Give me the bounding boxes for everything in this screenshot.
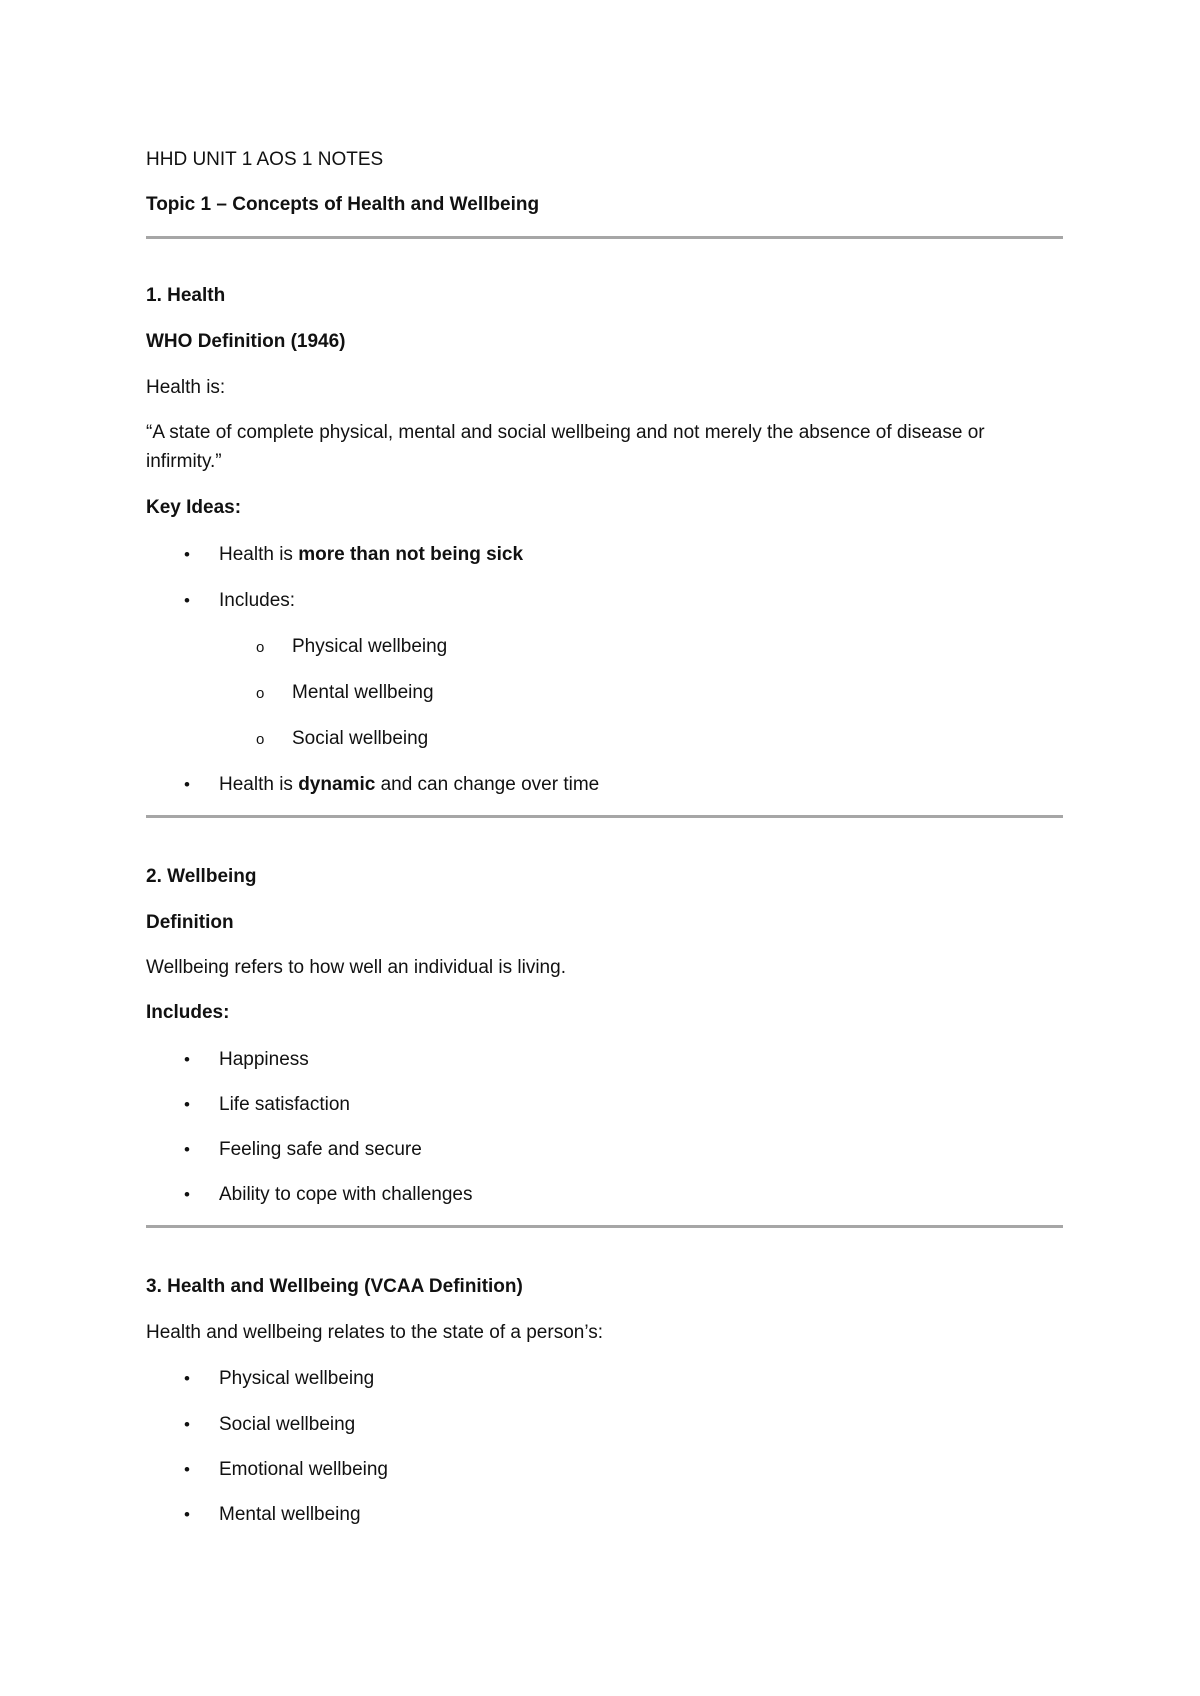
- bullet-icon: •: [184, 1415, 190, 1434]
- includes-label: Includes:: [146, 1002, 230, 1023]
- bullet-icon: •: [184, 775, 190, 794]
- sub-item-social: Social wellbeing: [292, 728, 429, 749]
- wellbeing-item: Life satisfaction: [219, 1094, 350, 1115]
- section-3-heading: 3. Health and Wellbeing (VCAA Definition): [146, 1276, 523, 1297]
- vcaa-item: Mental wellbeing: [219, 1504, 361, 1525]
- key-idea-3-text-end: and can change over time: [375, 774, 600, 795]
- bullet-icon: •: [184, 1095, 190, 1114]
- section-divider: [146, 236, 1063, 239]
- section-divider: [146, 1225, 1063, 1228]
- who-definition-heading: WHO Definition (1946): [146, 331, 346, 352]
- section-2-heading: 2. Wellbeing: [146, 866, 257, 887]
- key-idea-3-text: Health is: [219, 774, 299, 795]
- sub-item-mental: Mental wellbeing: [292, 682, 434, 703]
- key-ideas-label: Key Ideas:: [146, 497, 242, 518]
- document-title: HHD UNIT 1 AOS 1 NOTES: [146, 149, 384, 170]
- topic-title: Topic 1 – Concepts of Health and Wellbeing: [146, 194, 540, 215]
- who-quote-line-1: “A state of complete physical, mental and social wellbeing and not merely the absence of disease or: [146, 422, 985, 443]
- wellbeing-item: Feeling safe and secure: [219, 1139, 422, 1160]
- key-idea-2: Includes:: [219, 590, 296, 611]
- section-divider: [146, 815, 1063, 818]
- wellbeing-definition-text: Wellbeing refers to how well an individual is living.: [146, 957, 566, 978]
- bullet-icon: •: [184, 1185, 190, 1204]
- sub-bullet-icon: o: [256, 639, 265, 656]
- bullet-icon: •: [184, 1050, 190, 1069]
- sub-item-physical: Physical wellbeing: [292, 636, 448, 657]
- bullet-icon: •: [184, 545, 190, 564]
- key-idea-1-emphasis: more than not being sick: [298, 544, 524, 565]
- key-idea-3: [219, 773, 599, 797]
- key-idea-1: [219, 543, 523, 567]
- bullet-icon: •: [184, 1369, 190, 1388]
- bullet-icon: •: [184, 1140, 190, 1159]
- bullet-icon: •: [184, 1505, 190, 1524]
- bullet-icon: •: [184, 1460, 190, 1479]
- sub-bullet-icon: o: [256, 731, 265, 748]
- sub-bullet-icon: o: [256, 685, 265, 702]
- vcaa-item: Emotional wellbeing: [219, 1459, 388, 1480]
- section-1-heading: 1. Health: [146, 285, 226, 306]
- wellbeing-item: Ability to cope with challenges: [219, 1184, 473, 1205]
- key-idea-3-emphasis: dynamic: [298, 774, 376, 795]
- vcaa-item: Physical wellbeing: [219, 1368, 375, 1389]
- wellbeing-definition-heading: Definition: [146, 912, 234, 933]
- key-idea-1-text: Health is: [219, 544, 299, 565]
- vcaa-item: Social wellbeing: [219, 1414, 356, 1435]
- wellbeing-item: Happiness: [219, 1049, 309, 1070]
- who-quote-line-2: infirmity.”: [146, 451, 222, 472]
- bullet-icon: •: [184, 591, 190, 610]
- vcaa-definition-text: Health and wellbeing relates to the state of a person’s:: [146, 1322, 603, 1343]
- health-intro: Health is:: [146, 377, 226, 398]
